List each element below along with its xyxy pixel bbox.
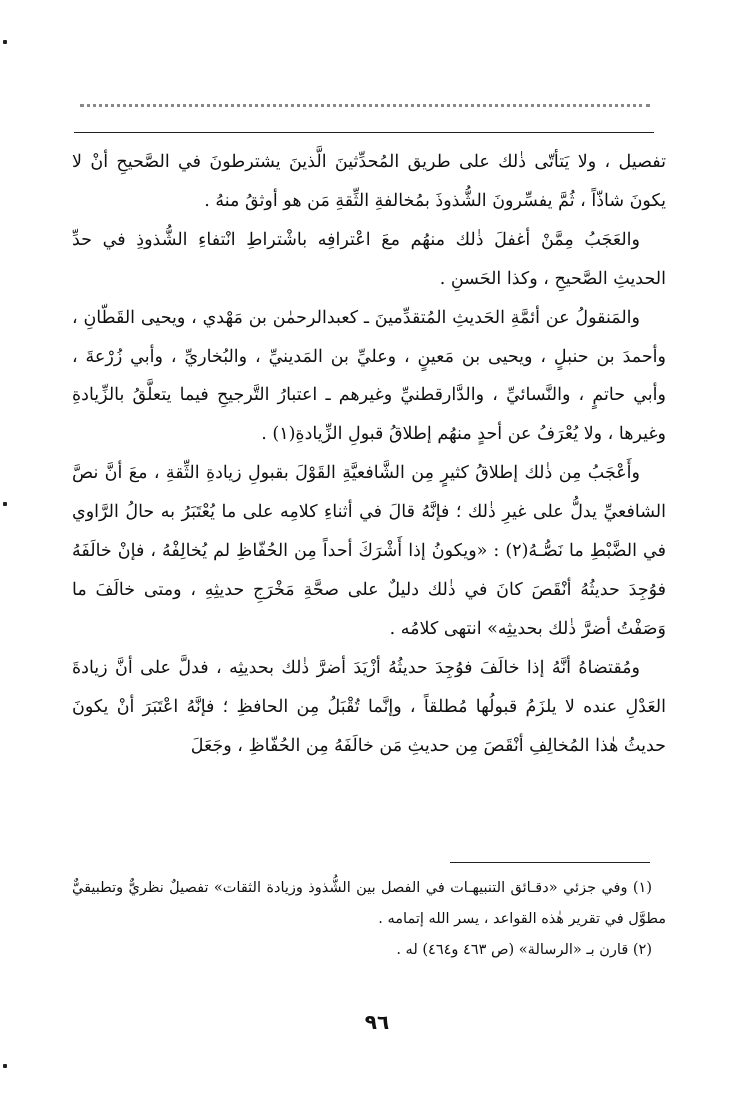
footnote-1: (١) وفي جزئي «دقـائق التنبيهـات في الفصل بين الشُّذوذ وزيادة الثقات» تفصيلٌ نظريٌّ وتطبيقيٌّ مطوَّل في تقرير هٰذه القواعد ، يسر الله إتمامه . [72, 880, 666, 927]
paragraph-1: تفصيل ، ولا يَتأتّى ذٰلك على طريق المُحدِّثينَ الَّذينَ يشترطونَ في الصَّحيحِ أنْ لا يكونَ شاذّاً ، ثُمَّ يفسِّرونَ الشُّذوذَ بمُخالفةِ الثِّقةِ مَن هو أوثقُ منهُ . [72, 152, 666, 211]
edge-mark-middle-left [3, 502, 7, 506]
main-text [72, 143, 666, 766]
dotted-header-rule [80, 104, 650, 107]
footnote-rule [450, 862, 650, 863]
paragraph-3: والمَنقولُ عن أئمَّةِ الحَديثِ المُتقدِّمينَ ـ كعبدالرحمٰن بن مَهْدي ، ويحيى القَطّانِ ، وأحمدَ بن حنبلٍ ، ويحيى بن مَعينٍ ، وعليِّ بن المَدينيِّ ، والبُخاريِّ ، وأبي زُرْعةَ ، وأبي حاتمٍ ، والنَّسائيِّ ، والدَّارقطنيِّ وغيرهم ـ اعتبارُ التَّرجيحِ فيما يتعلَّقُ بالزِّيادةِ وغيرها ، ولا يُعْرَفُ عن أحدٍ منهُم إطلاقُ قبولِ الزِّيادةِ(١) . [72, 307, 666, 445]
edge-mark-bottom-left [3, 1064, 7, 1068]
header-rule [74, 132, 654, 133]
footnote-2: (٢) قارن بـ «الرسالة» (ص ٤٦٣ و٤٦٤) له . [396, 942, 652, 958]
edge-mark-top-left [3, 40, 7, 44]
paragraph-5: ومُقتضاهُ أنَّهُ إذا خالَفَ فوُجِدَ حديثُهُ أزْيَدَ أضرَّ ذٰلك بحديثِه ، فدلَّ على أنَّ زيادةَ العَدْلِ عنده لا يلزَمُ قبولُها مُطلقاً ، وإنَّما تُقْبَلُ مِن الحافظِ ؛ فإنَّهُ اعْتَبَرَ أنْ يكونَ حديثُ هٰذا المُخالِفِ أنْقَصَ مِن حديثِ مَن خالَفَهُ مِن الحُفّاظِ ، وجَعَلَ [72, 657, 666, 756]
paragraph-2: والعَجَبُ مِمَّنْ أغفلَ ذٰلك منهُم معَ اعْترافِه باشْتراطِ انْتفاءِ الشُّذوذِ في حدِّ الحديثِ الصَّحيحِ ، وكذا الحَسنِ . [72, 229, 666, 289]
page-number: ٩٦ [364, 1010, 390, 1034]
footnotes [72, 873, 666, 966]
paragraph-4: وأَعْجَبُ مِن ذٰلك إطلاقُ كثيرٍ مِن الشَّافعيَّةِ القَوْلَ بقبولِ زيادةِ الثِّقةِ ، معَ أنَّ نصَّ الشافعيِّ يدلُّ على غيرِ ذٰلك ؛ فإنَّهُ قالَ في أثناءِ كلامِه على ما يُعْتَبَرُ به حالُ الرَّاوي في الضَّبْطِ ما نَصُّـهُ(٢) : «ويكونُ إذا أَشْرَكَ أحداً مِن الحُفّاظِ لم يُخالِفْهُ ، فإنْ خالَفَهُ فوُجِدَ حديثُهُ أنْقَصَ كانَ في ذٰلك دليلٌ على صحَّةِ مَخْرَجِ حديثِهِ ، ومتى خالَفَ ما وَصَفْتُ أضرَّ ذٰلك بحديثِه» انتهى كلامُه . [72, 463, 666, 639]
